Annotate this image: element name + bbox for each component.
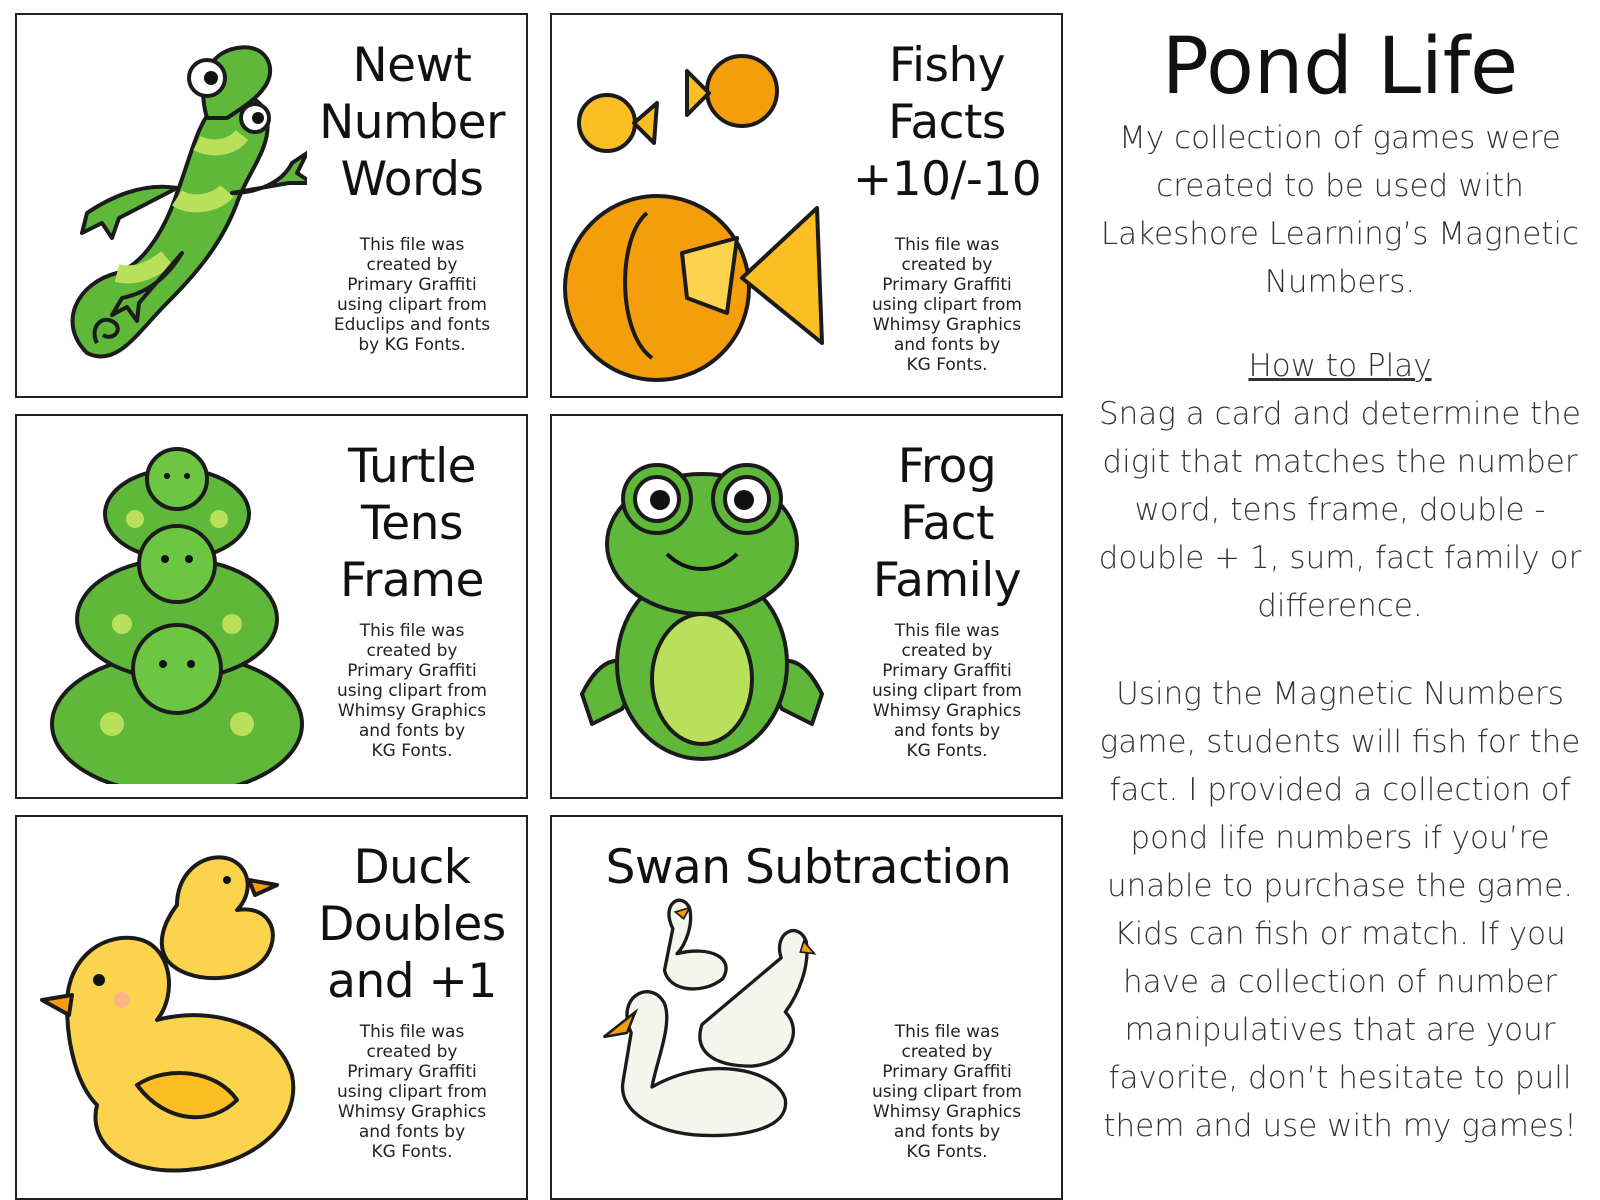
page-title: Pond Life xyxy=(1161,22,1519,112)
side-panel xyxy=(1085,20,1595,1150)
fish-illustration xyxy=(562,23,842,383)
card-swan-subtraction xyxy=(550,815,1063,1200)
turtle-stack-illustration xyxy=(27,424,307,784)
card-credit: This file was created by Primary Graffiti using clipart from Whimsy Graphics and fonts by KG Fonts. xyxy=(872,621,1022,761)
card-turtle-tens-frame xyxy=(15,414,528,799)
card-credit: This file was created by Primary Graffiti using clipart from Whimsy Graphics and fonts by KG Fonts. xyxy=(872,235,1022,375)
card-title: Newt Number Words xyxy=(319,38,505,207)
card-credit: This file was created by Primary Graffiti using clipart from Whimsy Graphics and fonts by KG Fonts. xyxy=(337,1022,487,1162)
frog-illustration xyxy=(562,424,842,784)
duck-illustration xyxy=(27,825,307,1185)
card-duck-doubles xyxy=(15,815,528,1200)
intro-text: My collection of games were created to be used with Lakeshore Learning’s Magnetic Numbers. xyxy=(1100,120,1580,300)
card-newt-number-words xyxy=(15,13,528,398)
card-fishy-facts xyxy=(550,13,1063,398)
card-credit: This file was created by Primary Graffiti using clipart from Educlips and fonts by KG Fonts. xyxy=(333,235,491,355)
card-title: Frog Fact Family xyxy=(872,439,1022,608)
card-title: Fishy Facts +10/-10 xyxy=(852,38,1042,207)
how-to-play-text: Snag a card and determine the digit that matches the number word, tens frame, double - double + 1, sum, fact family or difference. xyxy=(1098,396,1582,624)
card-title: Turtle Tens Frame xyxy=(340,439,484,608)
swan-illustration xyxy=(562,887,842,1187)
card-credit: This file was created by Primary Graffiti using clipart from Whimsy Graphics and fonts by KG Fonts. xyxy=(337,621,487,761)
how-to-play-heading: How to Play xyxy=(1248,348,1432,384)
usage-text: Using the Magnetic Numbers game, students will fish for the fact. I provided a collection of pond life numbers if you’re unable to purchase the game. Kids can fish or match. If you have a collection of number manipulatives that are your favorite, don’t hesitate to pull them and use with my games! xyxy=(1099,676,1581,1144)
card-frog-fact-family xyxy=(550,414,1063,799)
card-title: Swan Subtraction xyxy=(605,840,1012,895)
card-title: Duck Doubles and +1 xyxy=(318,840,506,1009)
card-credit: This file was created by Primary Graffiti using clipart from Whimsy Graphics and fonts by KG Fonts. xyxy=(872,1022,1022,1162)
newt-illustration xyxy=(27,23,307,383)
